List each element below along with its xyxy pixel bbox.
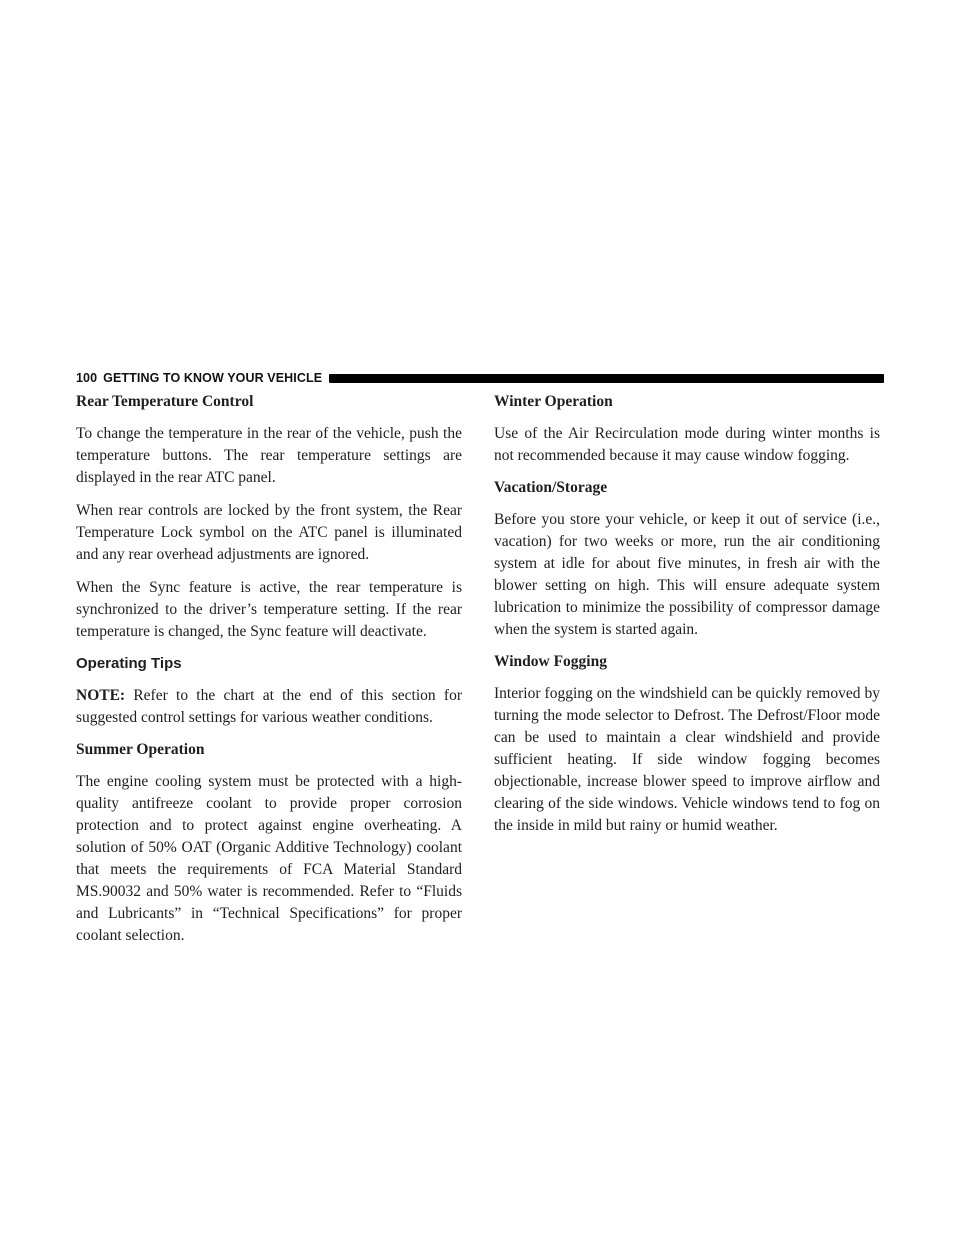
paragraph-summer-1: The engine cooling system must be protected with a high-quality antifreeze coolant to provide proper corrosion protection and to protect against engine overheating. A solution of 50% OAT (Organic Additive Technology) coolant that meets the requirements of FCA Material Standard MS.90032 and 50% water is recommended. Refer to “Fluids and Lubricants” in “Technical Specifications” for proper coolant selection. [76, 773, 462, 944]
note-paragraph [76, 685, 462, 729]
paragraph-rear-temp-3: When the Sync feature is active, the rear temperature is synchronized to the driver’s temperature setting. If the rear temperature is changed, the Sync feature will deactivate. [76, 579, 462, 640]
heading-operating-tips: Operating Tips [76, 655, 182, 672]
note-text: Refer to the chart at the end of this section for suggested control settings for various weather conditions. [76, 687, 462, 726]
heading-window-fogging: Window Fogging [494, 653, 607, 670]
note-label: NOTE: [76, 687, 126, 704]
page-number: 100 [76, 371, 98, 385]
heading-rear-temperature-control: Rear Temperature Control [76, 393, 254, 410]
section-title: GETTING TO KNOW YOUR VEHICLE [103, 371, 323, 385]
paragraph-fogging-1: Interior fogging on the windshield can be quickly removed by turning the mode selector to Defrost. The Defrost/Floor mode can be used to maintain a clear windshield and provide sufficient heating. If side window fogging becomes objectionable, increase blower speed to improve airflow and clearing of the side windows. Vehicle windows tend to fog on the inside in mild but rainy or humid weather. [494, 685, 880, 834]
page-header [76, 370, 884, 386]
paragraph-winter-1: Use of the Air Recirculation mode during winter months is not recommended because it may cause window fogging. [494, 425, 880, 464]
heading-vacation-storage: Vacation/Storage [494, 479, 608, 496]
left-column [76, 392, 462, 958]
heading-summer-operation: Summer Operation [76, 741, 205, 758]
right-column [494, 392, 880, 848]
paragraph-vacation-1: Before you store your vehicle, or keep it out of service (i.e., vacation) for two weeks or more, run the air conditioning system at idle for about five minutes, in fresh air with the blower setting on high. This will ensure adequate system lubrication to minimize the possibility of compressor damage when the system is started again. [494, 511, 880, 638]
paragraph-rear-temp-1: To change the temperature in the rear of the vehicle, push the temperature buttons. The rear temperature settings are displayed in the rear ATC panel. [76, 425, 462, 486]
paragraph-rear-temp-2: When rear controls are locked by the front system, the Rear Temperature Lock symbol on the ATC panel is illuminated and any rear overhead adjustments are ignored. [76, 502, 462, 563]
header-rule [329, 374, 884, 383]
heading-winter-operation: Winter Operation [494, 393, 613, 410]
